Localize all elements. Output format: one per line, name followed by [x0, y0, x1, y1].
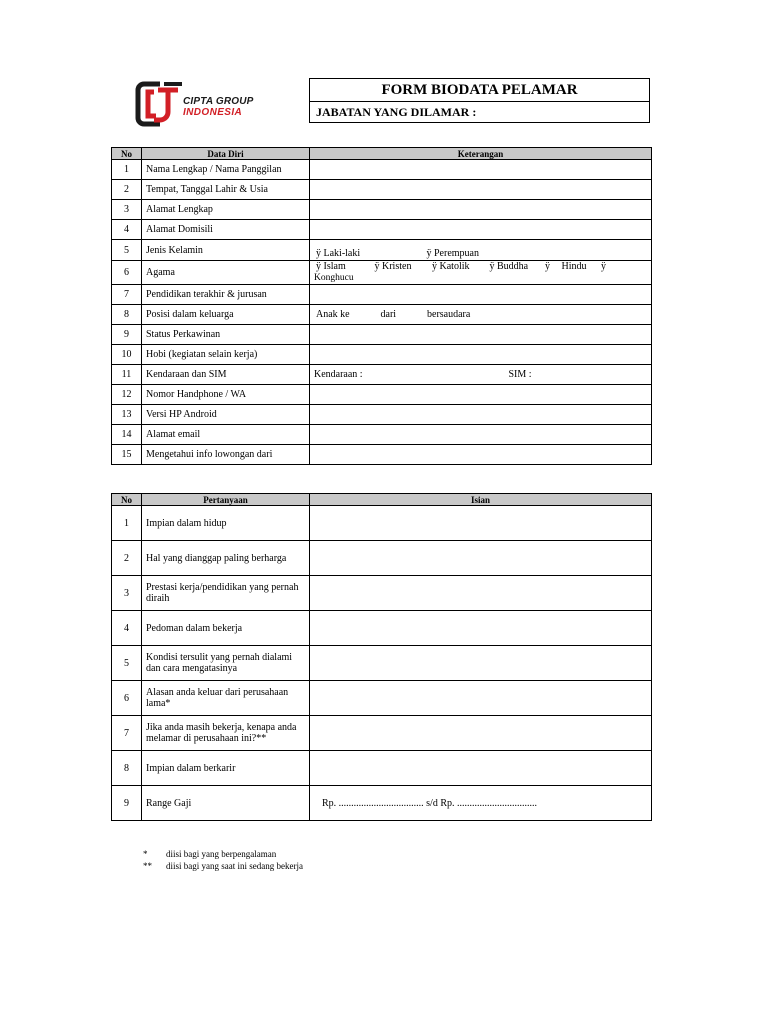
row-label: Alamat email: [142, 425, 310, 445]
header-no: No: [112, 494, 142, 506]
row-no: 1: [112, 506, 142, 541]
row-label: Pendidikan terakhir & jurusan: [142, 285, 310, 305]
answer-field[interactable]: [310, 576, 652, 611]
answer-field[interactable]: [310, 646, 652, 681]
table-row: [112, 506, 652, 541]
row-label: Alamat Lengkap: [142, 200, 310, 220]
table-row: [112, 305, 652, 325]
row-label: Jika anda masih bekerja, kenapa anda melamar di perusahaan ini?**: [142, 716, 310, 751]
row-no: 7: [112, 716, 142, 751]
anak-ke-label: Anak ke: [316, 309, 350, 320]
table-row: [112, 576, 652, 611]
option-hindu-box[interactable]: ÿ: [545, 261, 550, 272]
kendaraan-label: Kendaraan :: [314, 369, 363, 380]
row-label: Range Gaji: [142, 786, 310, 821]
option-buddha[interactable]: ÿ Buddha: [489, 261, 529, 272]
sim-label: SIM :: [508, 369, 532, 380]
table-row: [112, 180, 652, 200]
row-no: 5: [112, 646, 142, 681]
bersaudara-label: bersaudara: [427, 309, 471, 320]
row-label: Impian dalam berkarir: [142, 751, 310, 786]
row-no: 15: [112, 445, 142, 465]
logo-line1: CIPTA GROUP: [183, 96, 254, 107]
logo-line2: INDONESIA: [183, 107, 243, 118]
table-row: [112, 220, 652, 240]
row-value-field[interactable]: [310, 220, 652, 240]
row-no: 13: [112, 405, 142, 425]
answer-field[interactable]: [310, 751, 652, 786]
header-no: No: [112, 148, 142, 160]
row-label: Impian dalam hidup: [142, 506, 310, 541]
row-label: Status Perkawinan: [142, 325, 310, 345]
footnote-text: diisi bagi yang saat ini sedang bekerja: [166, 861, 303, 871]
table-row: [112, 541, 652, 576]
header-data-diri: Data Diri: [142, 148, 310, 160]
table-row: [112, 200, 652, 220]
row-label: Pedoman dalam bekerja: [142, 611, 310, 646]
row-no: 2: [112, 180, 142, 200]
data-diri-table: [111, 147, 652, 465]
answer-field[interactable]: [310, 611, 652, 646]
vehicle-sim[interactable]: [310, 365, 652, 385]
religion-options: [310, 261, 652, 285]
row-no: 9: [112, 786, 142, 821]
row-no: 6: [112, 681, 142, 716]
option-konghucu-box[interactable]: ÿ: [601, 261, 606, 272]
row-no: 1: [112, 160, 142, 180]
table-row: [112, 285, 652, 305]
jabatan-label[interactable]: JABATAN YANG DILAMAR :: [316, 105, 477, 119]
footnote-mark: *: [143, 849, 148, 859]
answer-field[interactable]: [310, 506, 652, 541]
form-title: FORM BIODATA PELAMAR: [310, 79, 649, 102]
table-row: [112, 751, 652, 786]
table-row: [112, 261, 652, 285]
footnote-mark: **: [143, 861, 152, 871]
row-value-field[interactable]: [310, 325, 652, 345]
table-row: [112, 445, 652, 465]
row-label: Versi HP Android: [142, 405, 310, 425]
row-label: Tempat, Tanggal Lahir & Usia: [142, 180, 310, 200]
row-label: Kendaraan dan SIM: [142, 365, 310, 385]
row-value-field[interactable]: [310, 200, 652, 220]
option-perempuan[interactable]: ÿ Perempuan: [426, 248, 479, 259]
table-row: [112, 160, 652, 180]
salary-range-field[interactable]: Rp. .................................. s/d Rp. ................................: [310, 786, 652, 821]
row-label: Posisi dalam keluarga: [142, 305, 310, 325]
row-label: Alasan anda keluar dari perusahaan lama*: [142, 681, 310, 716]
row-no: 4: [112, 611, 142, 646]
row-value-field[interactable]: [310, 285, 652, 305]
pertanyaan-table: [111, 493, 652, 821]
table-row: [112, 425, 652, 445]
row-label: Hobi (kegiatan selain kerja): [142, 345, 310, 365]
row-no: 5: [112, 240, 142, 261]
row-value-field[interactable]: [310, 445, 652, 465]
family-position[interactable]: [310, 305, 652, 325]
option-konghucu-label: Konghucu: [314, 273, 354, 283]
row-value-field[interactable]: [310, 425, 652, 445]
row-label: Nama Lengkap / Nama Panggilan: [142, 160, 310, 180]
row-value-field[interactable]: [310, 405, 652, 425]
row-no: 8: [112, 751, 142, 786]
table-row: [112, 611, 652, 646]
row-no: 3: [112, 200, 142, 220]
answer-field[interactable]: [310, 716, 652, 751]
gender-options: [310, 240, 652, 261]
header-pertanyaan: Pertanyaan: [142, 494, 310, 506]
header-keterangan: Keterangan: [310, 148, 652, 160]
table-row: [112, 646, 652, 681]
row-no: 12: [112, 385, 142, 405]
table-row: [112, 385, 652, 405]
row-value-field[interactable]: [310, 345, 652, 365]
row-no: 9: [112, 325, 142, 345]
option-laki-laki[interactable]: ÿ Laki-laki: [316, 248, 361, 259]
table-row: [112, 405, 652, 425]
row-no: 14: [112, 425, 142, 445]
row-label: Jenis Kelamin: [142, 240, 310, 261]
option-katolik[interactable]: ÿ Katolik: [432, 261, 470, 272]
row-no: 11: [112, 365, 142, 385]
answer-field[interactable]: [310, 541, 652, 576]
row-no: 6: [112, 261, 142, 285]
table-row: [112, 365, 652, 385]
row-no: 8: [112, 305, 142, 325]
table-row: [112, 716, 652, 751]
footnote-text: diisi bagi yang berpengalaman: [166, 849, 277, 859]
answer-field[interactable]: [310, 681, 652, 716]
row-no: 7: [112, 285, 142, 305]
table-row: [112, 325, 652, 345]
row-label: Kondisi tersulit yang pernah dialami dan cara mengatasinya: [142, 646, 310, 681]
row-value-field[interactable]: [310, 385, 652, 405]
option-hindu-label: Hindu: [561, 261, 587, 272]
form-title-box: [309, 78, 650, 123]
row-label: Hal yang dianggap paling berharga: [142, 541, 310, 576]
row-no: 2: [112, 541, 142, 576]
table-row: [112, 240, 652, 261]
row-no: 3: [112, 576, 142, 611]
option-islam[interactable]: ÿ Islam: [316, 261, 346, 272]
row-label: Mengetahui info lowongan dari: [142, 445, 310, 465]
row-label: Alamat Domisili: [142, 220, 310, 240]
row-label: Agama: [142, 261, 310, 285]
row-label: Nomor Handphone / WA: [142, 385, 310, 405]
row-no: 4: [112, 220, 142, 240]
table-row: [112, 786, 652, 821]
dari-label: dari: [380, 309, 397, 320]
row-value-field[interactable]: [310, 160, 652, 180]
option-kristen[interactable]: ÿ Kristen: [374, 261, 412, 272]
row-value-field[interactable]: [310, 180, 652, 200]
row-label: Prestasi kerja/pendidikan yang pernah diraih: [142, 576, 310, 611]
header-isian: Isian: [310, 494, 652, 506]
table-row: [112, 681, 652, 716]
table-row: [112, 345, 652, 365]
row-no: 10: [112, 345, 142, 365]
logo-text: [183, 96, 254, 118]
